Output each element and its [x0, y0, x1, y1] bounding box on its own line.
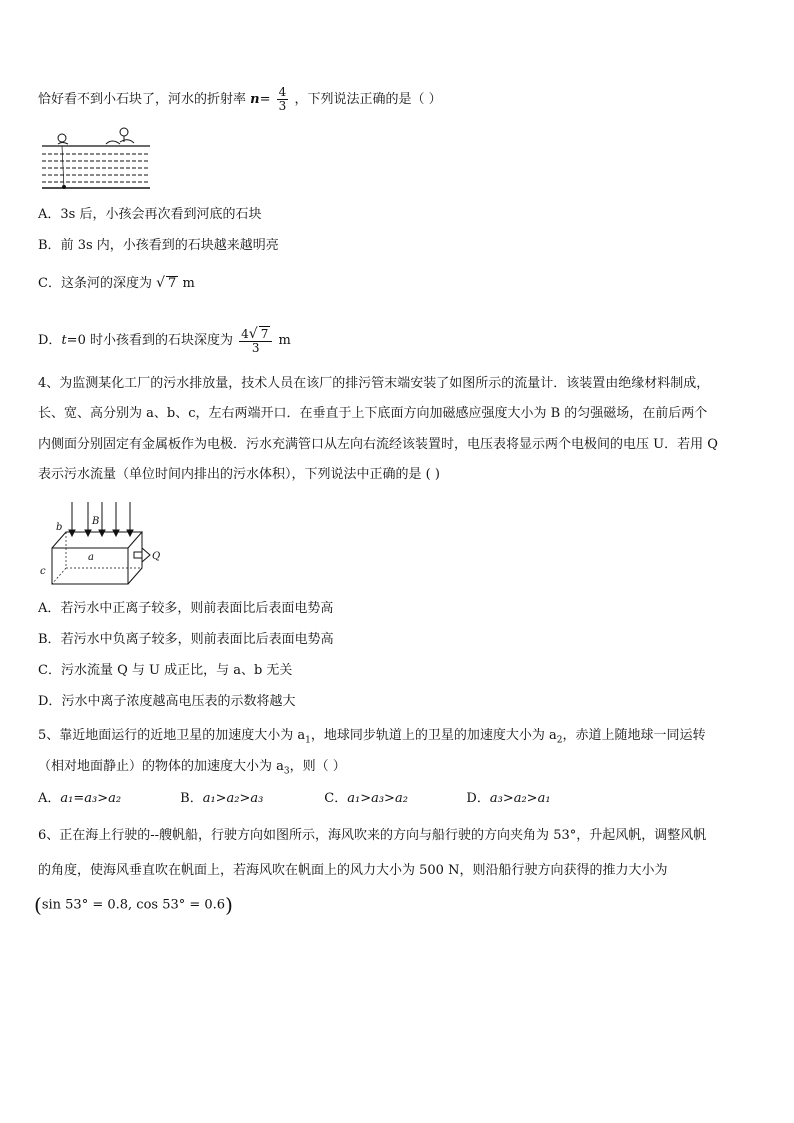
q5-option-b: B．a₁>a₂>a₃: [180, 791, 264, 806]
q3-refractive-index-fraction: $\frac{4}{3}$: [278, 85, 287, 113]
label-c: c: [40, 566, 46, 577]
flow-meter-figure: [36, 500, 166, 590]
label-b-field: B: [92, 516, 100, 527]
river-figure: [40, 124, 152, 192]
q4-stem-line-3: 内侧面分别固定有金属板作为电极．污水充满管口从左向右流经该装置时，电压表将显示两个电极间的电压 U．若用 Q: [38, 437, 718, 452]
q4-stem-line-2: 长、宽、高分别为 a、b、c，左右两端开口．在垂直于上下底面方向加磁感应强度大小为 B 的匀强磁场，在前后两个: [38, 406, 708, 421]
label-b-small: b: [56, 522, 63, 533]
q3-option-c: C．这条河的深度为 √ 7 m: [38, 275, 195, 291]
q6-trig-values: (sin 53° = 0.8, cos 53° = 0.6): [34, 893, 233, 917]
q5-stem-line-2: （相对地面静止）的物体的加速度大小为 $a_3$，则（ ）: [38, 759, 346, 777]
q4-stem-line-1: 4、为监测某化工厂的污水排放量，技术人员在该厂的排污管末端安装了如图所示的流量计．该装置由绝缘材料制成，: [38, 376, 710, 391]
q5-option-c: C．a₁>a₃>a₂: [324, 791, 408, 806]
q4-stem-line-4: 表示污水流量（单位时间内排出的污水体积），下列说法中正确的是 ( ): [38, 467, 440, 482]
q3-option-d: D．t=0 时小孩看到的石块深度为 $\frac{4√ 7}{3}$ m: [38, 326, 291, 355]
q6-stem-line-2: 的角度，使海风垂直吹在帆面上，若海风吹在帆面上的风力大小为 500 N，则沿船行驶方向获得的推力大小为: [38, 863, 668, 878]
q4-option-c: C．污水流量 Q 与 U 成正比，与 a、b 无关: [38, 663, 293, 678]
q3-option-a: A．3s 后，小孩会再次看到河底的石块: [38, 207, 262, 222]
q5-option-d: D．a₃>a₂>a₁: [466, 791, 551, 806]
label-a: a: [88, 552, 94, 563]
q3-option-b: B．前 3s 内，小孩看到的石块越来越明亮: [38, 238, 279, 253]
q6-stem-line-1: 6、正在海上行驶的--艘帆船，行驶方向如图所示，海风吹来的方向与船行驶的方向夹角为 53°，升起风帆，调整风帆: [38, 828, 707, 843]
q5-options: [38, 790, 551, 808]
q5-option-a: A．a₁=a₃>a₂: [38, 791, 122, 806]
q3-depth-fraction: $\frac{4√ 7}{3}$: [239, 326, 272, 355]
q4-option-b: B．若污水中负离子较多，则前表面比后表面电势高: [38, 632, 334, 647]
q3-stem: 恰好看不到小石块了，河水的折射率 n= $\frac{4}{3}$ ，下列说法正确的是（ ）: [38, 85, 442, 113]
q5-stem-line-1: 5、靠近地面运行的近地卫星的加速度大小为 $a_1$，地球同步轨道上的卫星的加速度大小为 $a_2$，赤道上随地球一同运转: [38, 728, 706, 746]
q4-option-a: A．若污水中正离子较多，则前表面比后表面电势高: [38, 601, 334, 616]
q4-option-d: D．污水中离子浓度越高电压表的示数将越大: [38, 694, 296, 709]
label-q: Q: [152, 551, 161, 562]
